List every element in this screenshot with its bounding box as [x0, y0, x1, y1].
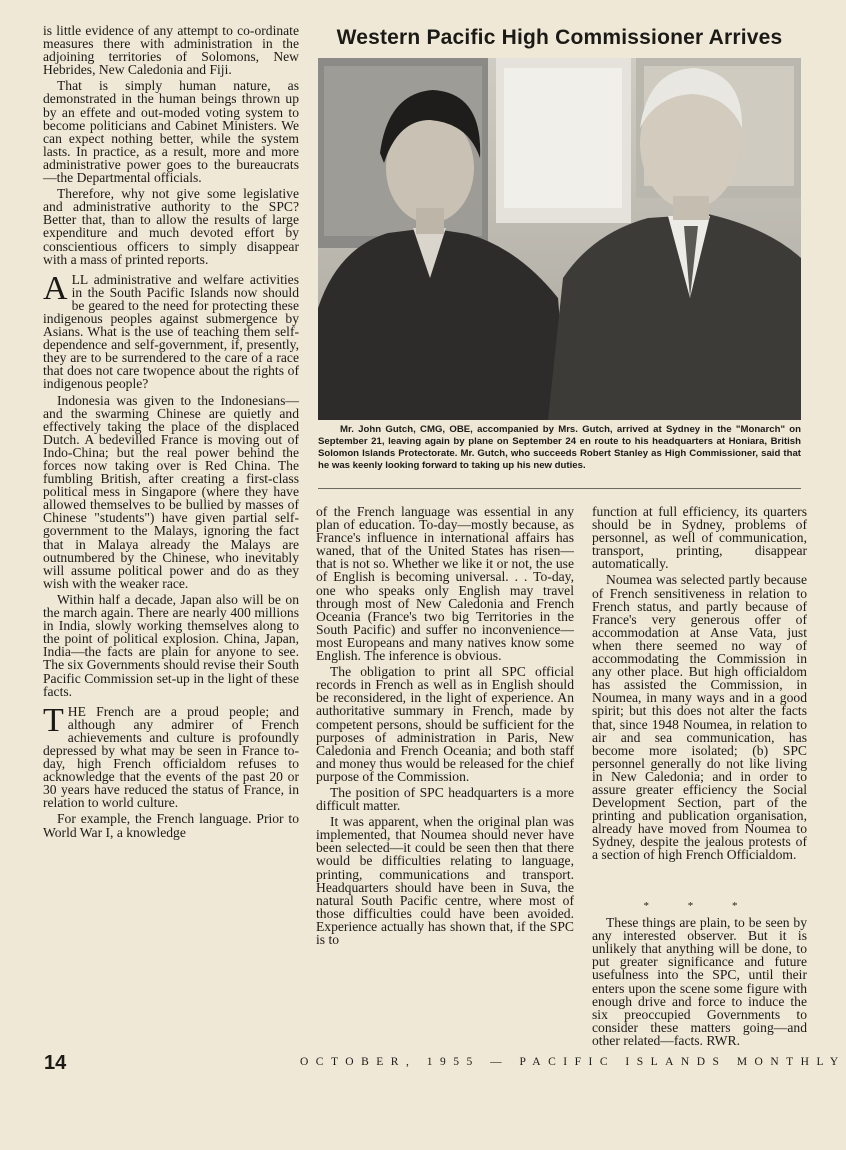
caption-divider	[318, 488, 801, 489]
article-column-3-end	[592, 900, 807, 1048]
article-column-1	[43, 24, 299, 842]
paragraph: of the French language was essential in any plan of education. To-day—mostly because, as France's influence in international affairs has waned, that of the United States has risen—that is not so. Whether we like it or not, the use of English is becoming universal. . . To-day, one who speaks only English may travel through most of New Caledonia and French Oceania (France's two big Territories in the South Pacific) and suffer no inconvenience—most Europeans and many natives know some English. The inference is obvious.	[316, 504, 574, 664]
drop-cap: T	[43, 701, 64, 739]
paragraph: The obligation to print all SPC official records in French as well as in English should be reconsidered, in the light of experience. An authoritative summary in French, made by competent persons, should be sufficient for the purposes of administration in Paris, New Caledonia and French Oceania; and both staff and money thus would be released for the chief purpose of the Commission.	[316, 664, 574, 784]
page-number: 14	[44, 1052, 67, 1074]
photo-caption: Mr. John Gutch, CMG, OBE, accompanied by Mrs. Gutch, arrived at Sydney in the "Monarch" on September 21, leaving again by plane on September 24 en route to his headquarters at Honiara, British Solomon Islands Protectorate. Mr. Gutch, who succeeds Robert Stanley as High Commissioner, said that he was keenly looking forward to taking up his new duties.	[318, 424, 801, 471]
drop-cap: A	[43, 269, 68, 307]
paragraph: It was apparent, when the original plan was implemented, that Noumea should never have been selected—it could be seen then that there would be difficulties relating to language, printing, communications and transport. Headquarters should have been in Suva, the natural South Pacific centre, where most of those difficulties could have been avoided. Experience actually has shown that, if the SPC is to	[316, 814, 574, 947]
paragraph: function at full efficiency, its quarters should be in Sydney, problems of personnel, as well of communication, transport, printing, disappear automatically.	[592, 504, 807, 572]
news-photo	[318, 58, 801, 420]
paragraph: is little evidence of any attempt to co-ordinate measures there with administration in the adjoining territories of Solomons, New Hebrides, New Caledonia and Fiji.	[43, 23, 299, 78]
paragraph: The position of SPC headquarters is a more difficult matter.	[316, 784, 574, 814]
paragraph: These things are plain, to be seen by any interested observer. But it is unlikely that anything will be done, to put greater significance and future usefulness into the SPC, until their enters upon the scene some figure with enough drive and force to induce the six preoccupied Governments to consider these matters going—and other related—facts. RWR.	[592, 915, 807, 1048]
article-column-3	[592, 504, 807, 863]
photo-headline: Western Pacific High Commissioner Arrives	[336, 26, 783, 49]
paragraph-dropcap	[43, 701, 299, 811]
paragraph: That is simply human nature, as demonstrated in the human beings thrown up by an effete and out-moded voting system to become politicians and Cabinet Ministers. We can expect nothing better, while the system lasts. In practice, as a result, more and more administrative power goes to the bureaucrats—the Departmental officials.	[43, 78, 299, 186]
paragraph: Indonesia was given to the Indonesians—and the swarming Chinese are quietly and effectively taking the place of the displaced Dutch. A bedevilled France is moving out of Indo-China; but the real power behind the forces now taking over is Red China. The fumbling British, after creating a first-class political mess in Singapore (where they have allowed themselves to be bullied by masses of Chinese "students") have given partial self-government to the Malays, ignoring the fact that in Malaya already the Malays are outnumbered by the Chinese, who inevitably will assume political power and do as they wish with the weaker race.	[43, 392, 299, 591]
section-separator: * * *	[643, 900, 756, 912]
paragraph: Within half a decade, Japan also will be on the march again. There are nearly 400 millions in India, slowly working themselves along to the point of political explosion. China, Japan, India—the facts are plain for anyone to see. The six Governments should revise their South Pacific Commission set-up in the light of these facts.	[43, 591, 299, 699]
article-column-2	[316, 505, 574, 949]
paragraph: Therefore, why not give some legislative and administrative authority to the SPC? Better that, than to allow the results of large expenditure and much devoted effort by conscientious officers to simply disappear with a mass of printed reports.	[43, 186, 299, 267]
paragraph-text: LL administrative and welfare activities in the South Pacific Islands now should be geared to the need for protecting these indigenous peoples against submergence by Asians. What is the use of teaching them self-dependence and self-government, if, presently, they are to be surrendered to the care of a race that does not care twopence about the rights of indigenous people?	[43, 271, 299, 392]
running-footer: OCTOBER, 1955 — PACIFIC ISLANDS MONTHLY	[300, 1056, 846, 1068]
photo-illustration	[318, 58, 801, 420]
paragraph-dropcap	[43, 269, 299, 392]
paragraph-text: HE French are a proud people; and although any admirer of French achievements and culture is profoundly depressed by what may be seen in France to-day, high French officialdom refuses to acknowledge that the events of the past 20 or 30 years have reduced the status of France, in relation to world culture.	[43, 703, 299, 811]
paragraph: Noumea was selected partly because of French sensitiveness in relation to French status, and partly because of France's very generous offer of accommodation at Anse Vata, just when there seemed no way of accommodating the Commission in any other place. But high officialdom has assisted the Commission, in Noumea, in many ways and in a good spirit; but this does not alter the facts that, since 1948 Noumea, in relation to air and sea communication, has become more isolated; (b) SPC personnel generally do not like living in New Caledonia; and in order to assure greater efficiency the Social Development Section, part of the printing and publication organisation, already have moved from Noumea to Sydney, despite the jealous protests of a section of high French Officialdom.	[592, 572, 807, 863]
paragraph: For example, the French language. Prior to World War I, a knowledge	[43, 811, 299, 840]
